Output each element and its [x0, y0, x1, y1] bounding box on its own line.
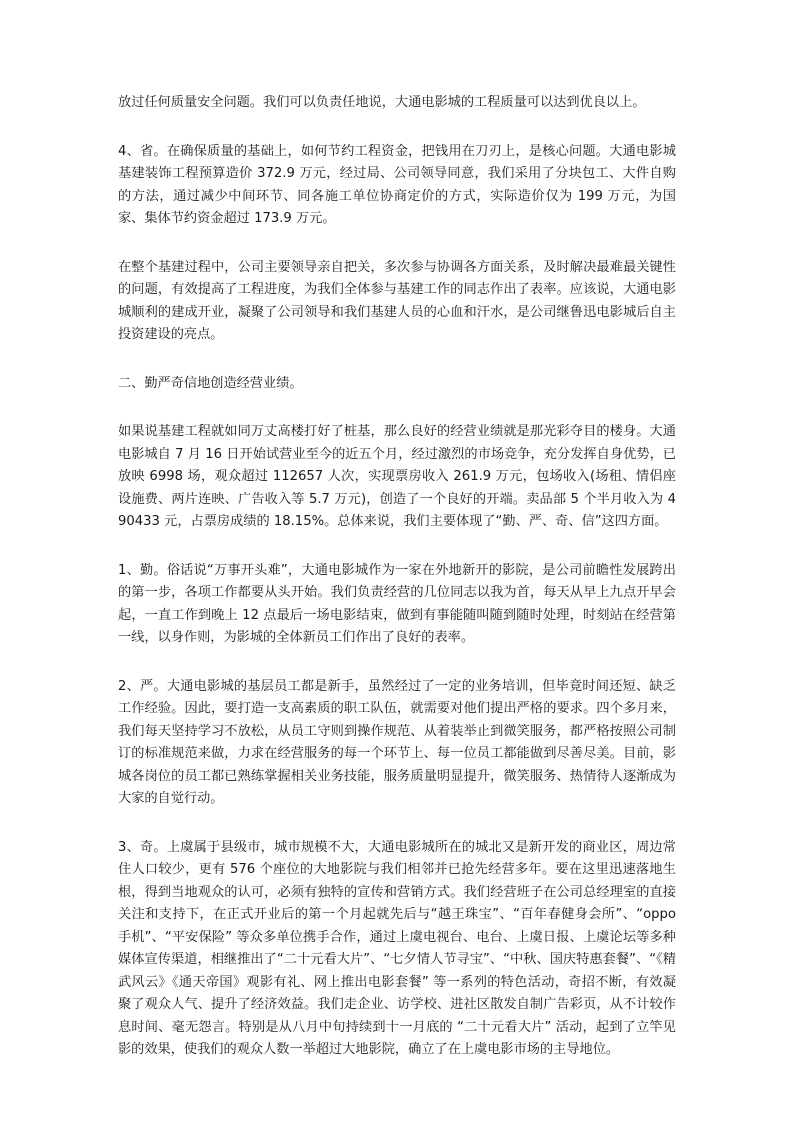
paragraph-diligence: 1、勤。俗话说“万事开头难”，大通电影城作为一家在外地新开的影院，是公司前瞻性发展跨出的第一步，各项工作都要从头开始。我们负责经营的几位同志以我为首，每天从早上九点开早会起，一直工作到晚上 12 点最后一场电影结束，做到有事能随叫随到随时处理，时刻站在经营第一线，以身作则，为影城的全体新员工们作出了良好的表率。: [118, 562, 676, 645]
paragraph-quality-conclusion: 放过任何质量安全问题。我们可以负责任地说，大通电影城的工程质量可以达到优良以上。: [118, 95, 646, 110]
paragraph-strictness: 2、严。大通电影城的基层员工都是新手，虽然经过了一定的业务培训，但毕竟时间还短、缺乏工作经验。因此，要打造一支高素质的职工队伍，就需要对他们提出严格的要求。四个多月来，我们每天坚持学习不放松，从员工守则到操作规范、从着装举止到微笑服务，都严格按照公司制订的标准规范来做，力求在经营服务的每一个环节上、每一位员工都能做到尽善尽美。目前，影城各岗位的员工都已熟练掌握相关业务技能，服务质量明显提升，微笑服务、热情待人逐渐成为大家的自觉行动。: [118, 678, 676, 806]
paragraph-leadership: 在整个基建过程中，公司主要领导亲自把关，多次参与协调各方面关系，及时解决最难最关键性的问题，有效提高了工程进度，为我们全体参与基建工作的同志作出了表率。应该说，大通电影城顺利的建成开业，凝聚了公司领导和我们基建人员的心血和汗水，是公司继鲁迅电影城后自主投资建设的亮点。: [118, 259, 676, 342]
paragraph-innovation: 3、奇。上虞属于县级市，城市规模不大，大通电影城所在的城北又是新开发的商业区，周边常住人口较少，更有 576 个座位的大地影院与我们相邻并已抢先经营多年。要在这里迅速落地生根，得到当地观众的认可，必须有独特的宣传和营销方式。我们经营班子在公司总经理室的直接关注和支持下，在正式开业后的第一个月起就先后与“越王珠宝”、“百年春健身会所”、“oppo 手机”、“平安保险” 等众多单位携手合作，通过上虞电视台、电台、上虞日报、上虞论坛等多种媒体宣传渠道，相继推出了“二十元看大片”、“七夕情人节寻宝”、“中秋、国庆特惠套餐”、“《精武风云》《通天帝国》观影有礼、网上推出电影套餐” 等一系列的特色活动，奇招不断，有效凝聚了观众人气、提升了经济效益。我们走企业、访学校、进社区散发自制广告彩页，从不计较作息时间、毫无怨言。特别是从八月中旬持续到十一月底的 “二十元看大片” 活动，起到了立竿见影的效果，使我们的观众人数一举超过大地影院，确立了在上虞电影市场的主导地位。: [118, 839, 676, 1057]
paragraph-business-results: 如果说基建工程就如同万丈高楼打好了桩基，那么良好的经营业绩就是那光彩夺目的楼身。大通电影城自 7 月 16 日开始试营业至今的近五个月，经过激烈的市场竞争，充分发挥自身优势，已放映 6998 场，观众超过 112657 人次，实现票房收入 261.9 万元，包场收入(场租、情侣座设施费、两片连映、广告收入等 5.7 万元)，创造了一个良好的开端。卖品部 5 个半月收入为 490433 元，占票房成绩的 18.15%。总体来说，我们主要体现了“勤、严、奇、信”这四方面。: [118, 424, 676, 529]
paragraph-saving: 4、省。在确保质量的基础上，如何节约工程资金，把钱用在刀刃上，是核心问题。大通电影城基建装饰工程预算造价 372.9 万元，经过局、公司领导同意，我们采用了分块包工、大件自购的方法，通过减少中间环节、同各施工单位协商定价的方式，实际造价仅为 199 万元，为国家、集体节约资金超过 173.9 万元。: [118, 143, 676, 226]
section-heading-operations: 二、勤严奇信地创造经营业绩。: [118, 375, 303, 391]
